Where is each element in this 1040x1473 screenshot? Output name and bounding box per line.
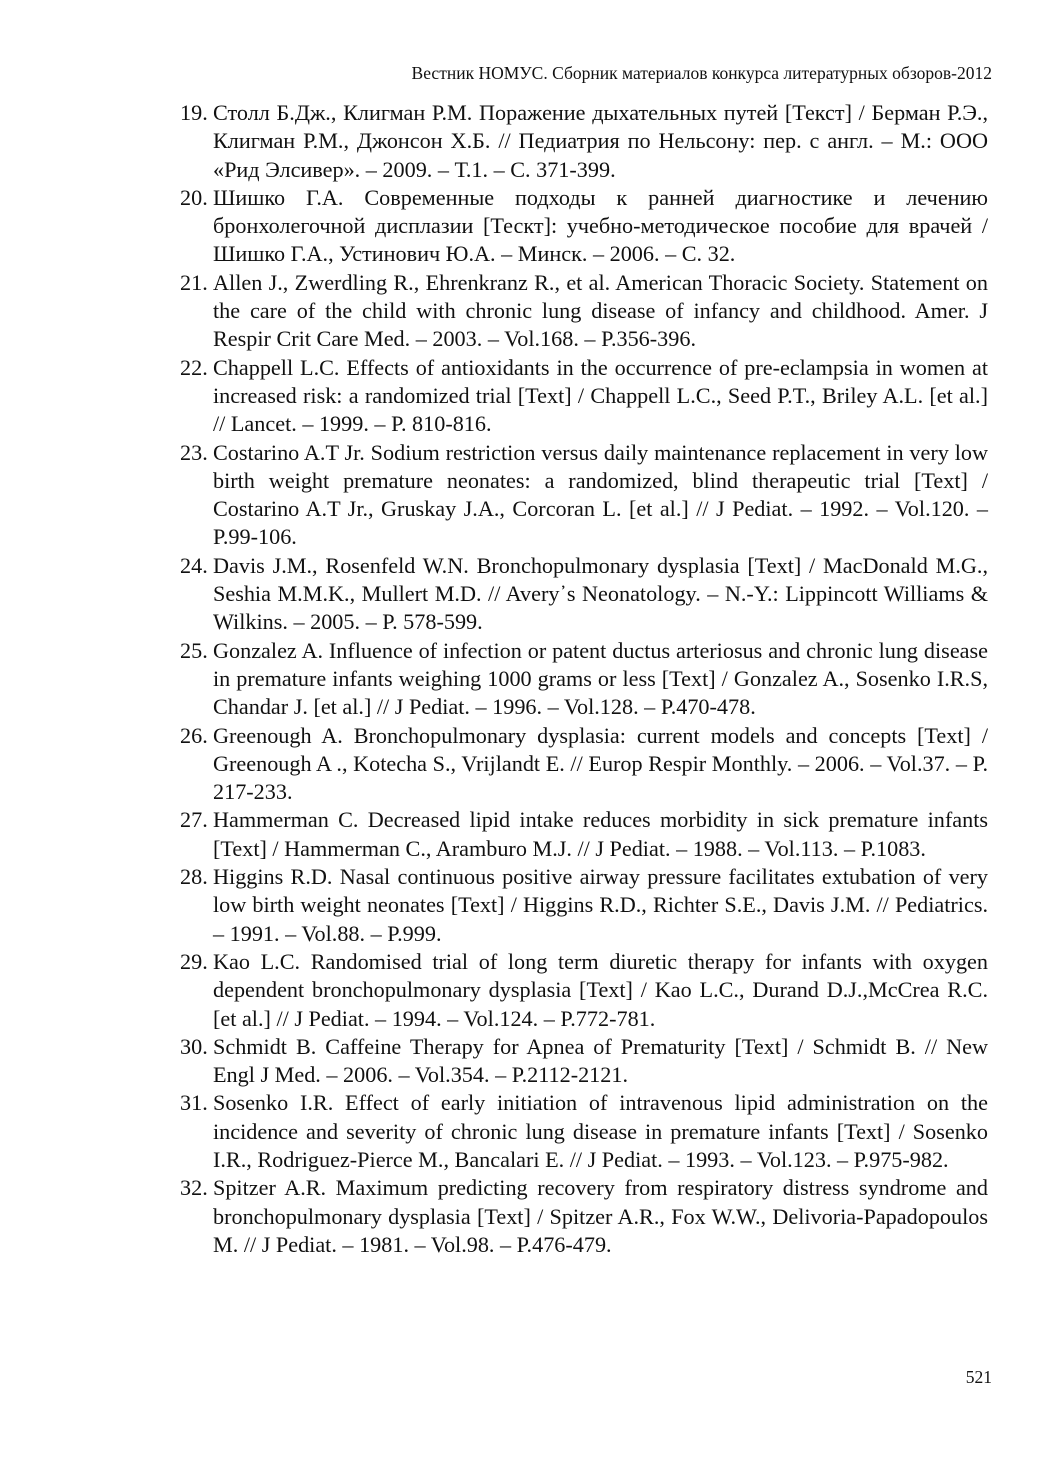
reference-number: 20. — [180, 184, 208, 210]
reference-text: Chappell L.C. Effects of antioxidants in the occurrence of pre-eclampsia in women at increased risk: a randomized trial [Text] / Chappell L.C., Seed P.T., Briley A.L. [et al.] // Lancet. – 1999. – P. 810-816. — [213, 354, 988, 437]
reference-item — [180, 948, 988, 1033]
reference-item — [180, 552, 988, 637]
reference-text: Schmidt B. Caffeine Therapy for Apnea of Prematurity [Text] / Schmidt B. // New Engl J Med. – 2006. – Vol.354. – P.2112-2121. — [213, 1033, 988, 1088]
reference-list — [180, 99, 988, 1259]
reference-text: Шишко Г.А. Современные подходы к ранней диагностике и лечению бронхолегочной дисплазии [Тескт]: учебно-методическое пособие для врачей / Шишко Г.А., Устинович Ю.А. – Минск. – 2006. – С. 32. — [213, 184, 988, 267]
running-header: Вестник НОМУС. Сборник материалов конкурса литературных обзоров-2012 — [411, 63, 992, 83]
reference-number: 28. — [180, 864, 208, 890]
reference-item — [180, 722, 988, 807]
reference-text: Kao L.C. Randomised trial of long term diuretic therapy for infants with oxygen dependent bronchopulmonary dysplasia [Text] / Kao L.C., Durand D.J.,McCrea R.C. [et al.] // J Pediat. – 1994. – Vol.124. – P.772-781. — [213, 948, 988, 1031]
reference-text: Greenough A. Bronchopulmonary dysplasia: current models and concepts [Text] / Greenough A ., Kotecha S., Vrijlandt E. // Europ Respir Monthly. – 2006. – Vol.37. – P. 217-233. — [213, 722, 988, 805]
reference-text: Gonzalez A. Influence of infection or patent ductus arteriosus and chronic lung disease in premature infants weighing 1000 grams or less [Text] / Gonzalez A., Sosenko I.R.S, Chandar J. [et al.] // J Pediat. – 1996. – Vol.128. – P.470-478. — [213, 637, 988, 720]
reference-item — [180, 99, 988, 184]
reference-number: 25. — [180, 637, 208, 663]
reference-number: 26. — [180, 722, 208, 748]
reference-text: Sosenko I.R. Effect of early initiation of intravenous lipid administration on the incidence and severity of chronic lung disease in premature infants [Text] / Sosenko I.R., Rodriguez-Pierce M., Bancalari E. // J Pediat. – 1993. – Vol.123. – P.975-982. — [213, 1090, 988, 1172]
reference-number: 31. — [180, 1090, 208, 1116]
reference-item — [180, 439, 988, 552]
reference-text: Столл Б.Дж., Клигман Р.М. Поражение дыхательных путей [Текст] / Берман Р.Э., Клигман Р.М., Джонсон Х.Б. // Педиатрия по Нельсону: пер. с англ. – М.: ООО «Рид Элсивер». – 2009. – Т.1. – С. 371-399. — [213, 100, 988, 182]
reference-number: 21. — [180, 269, 208, 295]
reference-item — [180, 184, 988, 269]
reference-text: Davis J.M., Rosenfeld W.N. Bronchopulmonary dysplasia [Text] / MacDonald M.G., Seshia M.M.K., Mullert M.D. // Avery᾽s Neonatology. – N.-Y.: Lippincott Williams & Wilkins. – 2005. – P. 578-599. — [213, 552, 988, 635]
reference-text: Spitzer A.R. Maximum predicting recovery from respiratory distress syndrome and bronchopulmonary dysplasia [Text] / Spitzer A.R., Fox W.W., Delivoria-Papadopoulos M. // J Pediat. – 1981. – Vol.98. – P.476-479. — [213, 1175, 988, 1257]
reference-number: 22. — [180, 354, 208, 380]
reference-item — [180, 269, 988, 354]
reference-text: Higgins R.D. Nasal continuous positive airway pressure facilitates extubation of very low birth weight neonates [Text] / Higgins R.D., Richter S.E., Davis J.M. // Pediatrics. – 1991. – Vol.88. – P.999. — [213, 864, 988, 946]
reference-item — [180, 1033, 988, 1090]
reference-text: Allen J., Zwerdling R., Ehrenkranz R., et al. American Thoracic Society. Statement on the care of the child with chronic lung disease of infancy and childhood. Amer. J Respir Crit Care Med. – 2003. – Vol.168. – P.356-396. — [213, 269, 988, 352]
reference-text: Costarino A.T Jr. Sodium restriction versus daily maintenance replacement in very low birth weight premature neonates: a randomized, blind therapeutic trial [Text] / Costarino A.T Jr., Gruskay J.A., Corcoran L. [et al.] // J Pediat. – 1992. – Vol.120. – P.99-106. — [213, 439, 988, 550]
reference-number: 27. — [180, 807, 208, 833]
reference-number: 23. — [180, 439, 208, 465]
reference-item — [180, 863, 988, 948]
reference-number: 30. — [180, 1033, 208, 1059]
page-number: 521 — [965, 1367, 992, 1387]
reference-item — [180, 637, 988, 722]
reference-number: 24. — [180, 552, 208, 578]
reference-item — [180, 1174, 988, 1259]
reference-item — [180, 1089, 988, 1174]
reference-number: 32. — [180, 1175, 208, 1201]
reference-number: 29. — [180, 948, 208, 974]
reference-item — [180, 354, 988, 439]
reference-text: Hammerman C. Decreased lipid intake reduces morbidity in sick premature infants [Text] / Hammerman C., Aramburo M.J. // J Pediat. – 1988. – Vol.113. – P.1083. — [213, 807, 988, 861]
reference-number: 19. — [180, 100, 208, 125]
reference-item — [180, 806, 988, 863]
